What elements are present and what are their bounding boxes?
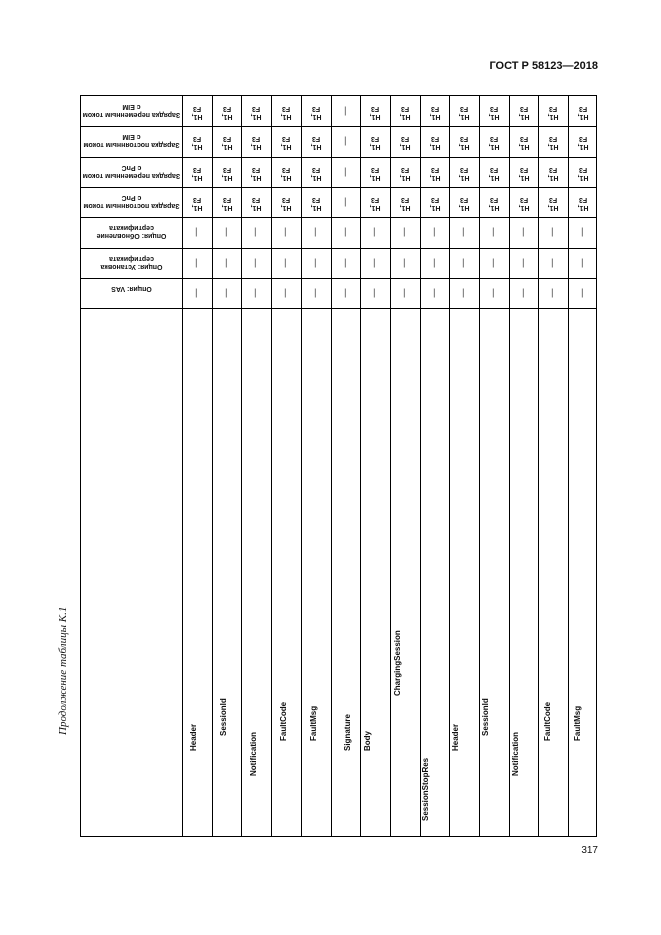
column-header: Зарядка постоянным током с PnC bbox=[83, 193, 180, 209]
table-cell: — bbox=[251, 227, 262, 237]
table-cell: H1, F3 bbox=[221, 165, 233, 181]
row-label: Header bbox=[451, 723, 460, 751]
table-column-divider bbox=[81, 187, 596, 188]
table-cell: H1, F3 bbox=[518, 195, 530, 211]
table-cell: — bbox=[340, 258, 351, 267]
table-cell: H1, F3 bbox=[399, 195, 411, 211]
table-column-divider bbox=[81, 157, 596, 158]
column-header: Опция: Обновление сертификата bbox=[96, 224, 167, 240]
column-header: Зарядка постоянным током с EIM bbox=[83, 133, 180, 149]
table-cell: H1, F3 bbox=[369, 165, 381, 181]
table-cell: H1, F3 bbox=[429, 105, 441, 120]
table-cell: H1, F3 bbox=[191, 105, 203, 120]
row-label: SessionId bbox=[219, 698, 228, 736]
row-label: SessionId bbox=[481, 698, 490, 736]
table-cell: H1, F3 bbox=[458, 135, 470, 151]
table-cell: — bbox=[221, 227, 232, 237]
table-cell: H1, F3 bbox=[458, 105, 470, 120]
table-column-divider bbox=[81, 248, 596, 249]
table-cell: — bbox=[370, 288, 381, 298]
row-label: Signature bbox=[343, 714, 352, 751]
table-cell: H1, F3 bbox=[399, 105, 411, 120]
table-cell: H1, F3 bbox=[310, 135, 322, 151]
table-cell: — bbox=[281, 227, 292, 237]
table-row-divider bbox=[331, 96, 332, 836]
table-cell: H1, F3 bbox=[547, 195, 559, 211]
table-cell: H1, F3 bbox=[310, 165, 322, 181]
table-cell: H1, F3 bbox=[518, 165, 530, 181]
table-column-divider bbox=[81, 126, 596, 127]
table-cell: H1, F3 bbox=[221, 135, 233, 151]
table-cell: — bbox=[459, 288, 470, 298]
table-cell: H1, F3 bbox=[547, 105, 559, 120]
table-caption: Продолжение таблицы К.1 bbox=[57, 606, 69, 735]
table-cell: — bbox=[399, 227, 410, 237]
table-cell: — bbox=[281, 288, 292, 298]
table-cell: — bbox=[429, 227, 440, 237]
row-label: FaultMsg bbox=[309, 705, 318, 741]
table-cell: H1, F3 bbox=[280, 195, 292, 211]
data-table bbox=[80, 95, 597, 837]
table-cell: — bbox=[310, 288, 321, 298]
table-cell: H1, F3 bbox=[488, 105, 500, 120]
table-column-divider bbox=[81, 308, 596, 309]
column-header: Опция: Установка сертификата bbox=[100, 254, 163, 270]
table-cell: — bbox=[310, 258, 321, 267]
table-cell: — bbox=[578, 258, 589, 267]
table-cell: — bbox=[370, 258, 381, 267]
table-cell: — bbox=[340, 197, 351, 207]
table-row-divider bbox=[301, 96, 302, 836]
column-header: Зарядка переменным током с PnC bbox=[82, 163, 181, 179]
table-row-divider bbox=[568, 96, 569, 836]
row-label: Notification bbox=[249, 732, 258, 776]
row-label: SessionStopRes bbox=[421, 757, 430, 821]
table-row-divider bbox=[212, 96, 213, 836]
table-cell: H1, F3 bbox=[191, 165, 203, 181]
table-cell: H1, F3 bbox=[280, 105, 292, 120]
table-cell: H1, F3 bbox=[310, 195, 322, 211]
table-row-divider bbox=[182, 96, 183, 836]
table-cell: — bbox=[251, 258, 262, 267]
row-label: FaultCode bbox=[543, 701, 552, 741]
table-cell: — bbox=[548, 258, 559, 267]
row-label: FaultMsg bbox=[573, 705, 582, 741]
row-label: Body bbox=[363, 731, 372, 751]
table-cell: — bbox=[578, 227, 589, 237]
table-cell: — bbox=[518, 227, 529, 237]
table-column-divider bbox=[81, 278, 596, 279]
table-cell: H1, F3 bbox=[518, 135, 530, 151]
table-cell: — bbox=[399, 258, 410, 267]
table-cell: — bbox=[370, 227, 381, 237]
table-cell: — bbox=[489, 288, 499, 298]
table-cell: H1, F3 bbox=[488, 195, 500, 211]
table-row-divider bbox=[360, 96, 361, 836]
table-cell: H1, F3 bbox=[577, 135, 589, 151]
table-cell: — bbox=[340, 167, 351, 177]
table-row-divider bbox=[479, 96, 480, 836]
table-cell: — bbox=[221, 288, 232, 298]
table-cell: H1, F3 bbox=[518, 105, 530, 120]
table-cell: — bbox=[459, 227, 470, 237]
row-label: Notification bbox=[511, 732, 520, 776]
row-label: FaultCode bbox=[279, 701, 288, 741]
table-column-divider bbox=[81, 217, 596, 218]
table-cell: H1, F3 bbox=[280, 165, 292, 181]
table-cell: — bbox=[340, 288, 351, 298]
table-cell: — bbox=[489, 227, 499, 237]
table-cell: — bbox=[192, 258, 202, 267]
table-cell: H1, F3 bbox=[399, 135, 411, 151]
table-cell: H1, F3 bbox=[488, 135, 500, 151]
table-cell: — bbox=[281, 258, 292, 267]
table-cell: — bbox=[548, 227, 559, 237]
table-cell: — bbox=[340, 106, 351, 116]
table-cell: H1, F3 bbox=[429, 135, 441, 151]
table-cell: H1, F3 bbox=[250, 195, 262, 211]
table-row-divider bbox=[509, 96, 510, 836]
table-cell: — bbox=[399, 288, 410, 298]
table-row-divider bbox=[538, 96, 539, 836]
column-header: Зарядка переменным током с EIM bbox=[82, 103, 181, 118]
column-header: Опция: VAS bbox=[111, 284, 152, 292]
table-cell: H1, F3 bbox=[221, 195, 233, 211]
table-row-divider bbox=[271, 96, 272, 836]
table-cell: H1, F3 bbox=[191, 135, 203, 151]
table-cell: H1, F3 bbox=[280, 135, 292, 151]
table-cell: — bbox=[221, 258, 232, 267]
table-cell: — bbox=[459, 258, 470, 267]
table-row-divider bbox=[241, 96, 242, 836]
table-cell: H1, F3 bbox=[191, 195, 203, 211]
table-cell: — bbox=[429, 258, 440, 267]
table-row-divider bbox=[420, 96, 421, 836]
table-cell: H1, F3 bbox=[458, 195, 470, 211]
table-cell: H1, F3 bbox=[488, 165, 500, 181]
table-row-divider bbox=[390, 96, 391, 836]
table-cell: H1, F3 bbox=[429, 195, 441, 211]
table-cell: — bbox=[548, 288, 559, 298]
page-number: 317 bbox=[581, 845, 598, 856]
table-cell: H1, F3 bbox=[250, 135, 262, 151]
table-cell: — bbox=[192, 288, 202, 298]
document-header: ГОСТ Р 58123—2018 bbox=[489, 60, 598, 72]
row-label: Header bbox=[189, 723, 198, 751]
table-cell: — bbox=[192, 227, 202, 237]
table-cell: — bbox=[578, 288, 589, 298]
table-cell: — bbox=[518, 288, 529, 298]
row-label: ChargingSession bbox=[393, 630, 402, 696]
table-cell: H1, F3 bbox=[458, 165, 470, 181]
table-cell: H1, F3 bbox=[399, 165, 411, 181]
table-cell: — bbox=[429, 288, 440, 298]
table-cell: H1, F3 bbox=[577, 105, 589, 120]
table-cell: H1, F3 bbox=[369, 105, 381, 120]
table-cell: H1, F3 bbox=[577, 195, 589, 211]
table-cell: H1, F3 bbox=[429, 165, 441, 181]
table-cell: — bbox=[340, 136, 351, 146]
table-cell: — bbox=[251, 288, 262, 298]
table-cell: H1, F3 bbox=[221, 105, 233, 120]
table-cell: — bbox=[340, 227, 351, 237]
table-cell: — bbox=[518, 258, 529, 267]
table-cell: H1, F3 bbox=[369, 135, 381, 151]
table-cell: H1, F3 bbox=[547, 165, 559, 181]
table-cell: H1, F3 bbox=[310, 105, 322, 120]
table-cell: — bbox=[489, 258, 499, 267]
table-cell: H1, F3 bbox=[250, 105, 262, 120]
table-cell: H1, F3 bbox=[577, 165, 589, 181]
table-cell: H1, F3 bbox=[547, 135, 559, 151]
table-cell: H1, F3 bbox=[369, 195, 381, 211]
table-cell: — bbox=[310, 227, 321, 237]
table-cell: H1, F3 bbox=[250, 165, 262, 181]
